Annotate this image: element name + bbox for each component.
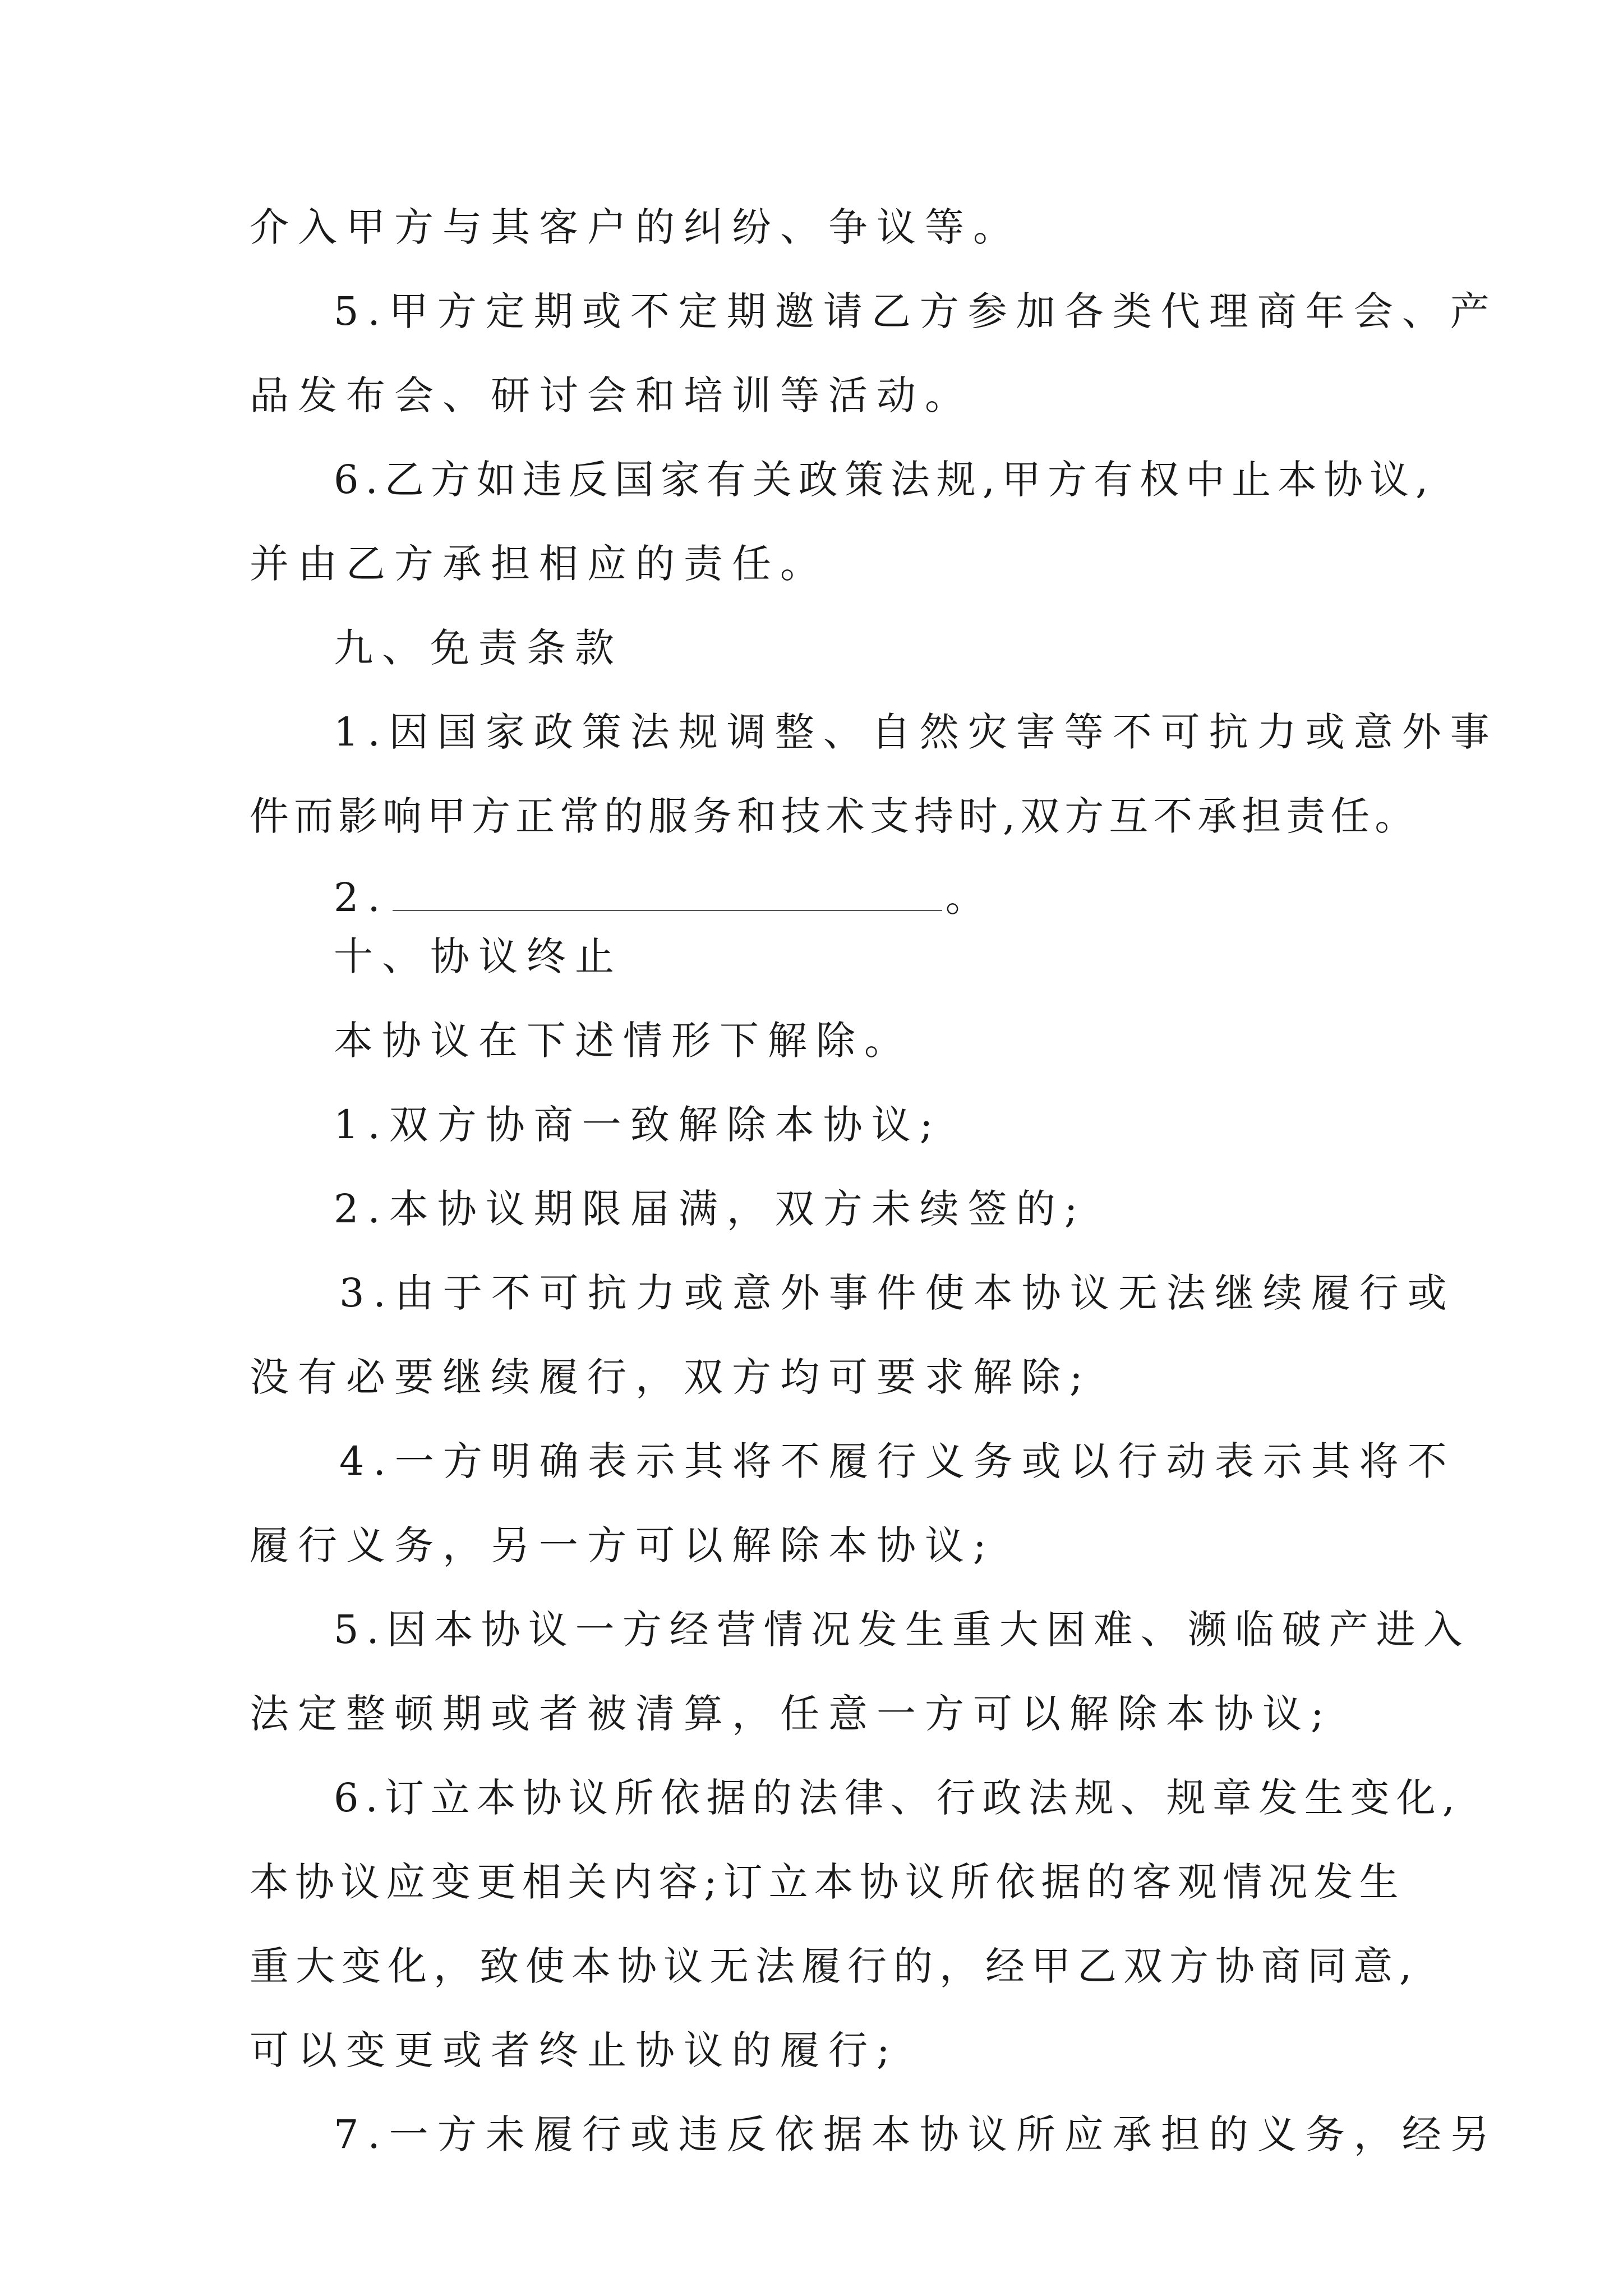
text-line: 7.一方未履行或违反依据本协议所应承担的义务，经另 [334, 2111, 1498, 2157]
text-line: 6.乙方如违反国家有关政策法规,甲方有权中止本协议, [334, 457, 1435, 503]
blank-clause-end: 。 [945, 875, 994, 921]
text-line: 6.订立本协议所依据的法律、行政法规、规章发生变化, [334, 1775, 1462, 1821]
text-line: 件而影响甲方正常的服务和技术支持时,双方互不承担责任。 [250, 793, 1419, 839]
text-line: 重大变化，致使本协议无法履行的，经甲乙双方协商同意, [250, 1943, 1419, 1989]
text-line: 可以变更或者终止协议的履行; [250, 2027, 899, 2073]
text-line: 3.由于不可抗力或意外事件使本协议无法继续履行或 [339, 1270, 1456, 1316]
text-line: 1.因国家政策法规调整、自然灾害等不可抗力或意外事 [334, 709, 1498, 755]
text-line: 品发布会、研讨会和培训等活动。 [250, 372, 973, 418]
fill-in-blank[interactable] [393, 874, 942, 911]
text-line: 没有必要继续履行，双方均可要求解除; [250, 1354, 1092, 1400]
blank-clause [334, 869, 994, 926]
text-line: 5.因本协议一方经营情况发生重大困难、濒临破产进入 [334, 1607, 1470, 1653]
text-line: 法定整顿期或者被清算，任意一方可以解除本协议; [250, 1691, 1333, 1737]
text-line: 1.双方协商一致解除本协议; [334, 1102, 942, 1148]
text-line: 4.一方明确表示其将不履行义务或以行动表示其将不 [339, 1438, 1456, 1484]
text-line: 2.本协议期限届满，双方未续签的; [334, 1186, 1087, 1232]
text-line: 介入甲方与其客户的纠纷、争议等。 [250, 204, 1021, 250]
text-line: 5.甲方定期或不定期邀请乙方参加各类代理商年会、产 [334, 288, 1498, 334]
text-line: 本协议在下述情形下解除。 [334, 1018, 912, 1064]
section-heading: 十、协议终止 [334, 933, 623, 979]
blank-clause-number: 2. [334, 875, 389, 921]
section-heading: 九、免责条款 [334, 625, 623, 671]
text-line: 履行义务，另一方可以解除本协议; [250, 1522, 995, 1568]
text-line: 并由乙方承担相应的责任。 [250, 541, 828, 587]
text-line: 本协议应变更相关内容;订立本协议所依据的客观情况发生 [250, 1859, 1405, 1905]
